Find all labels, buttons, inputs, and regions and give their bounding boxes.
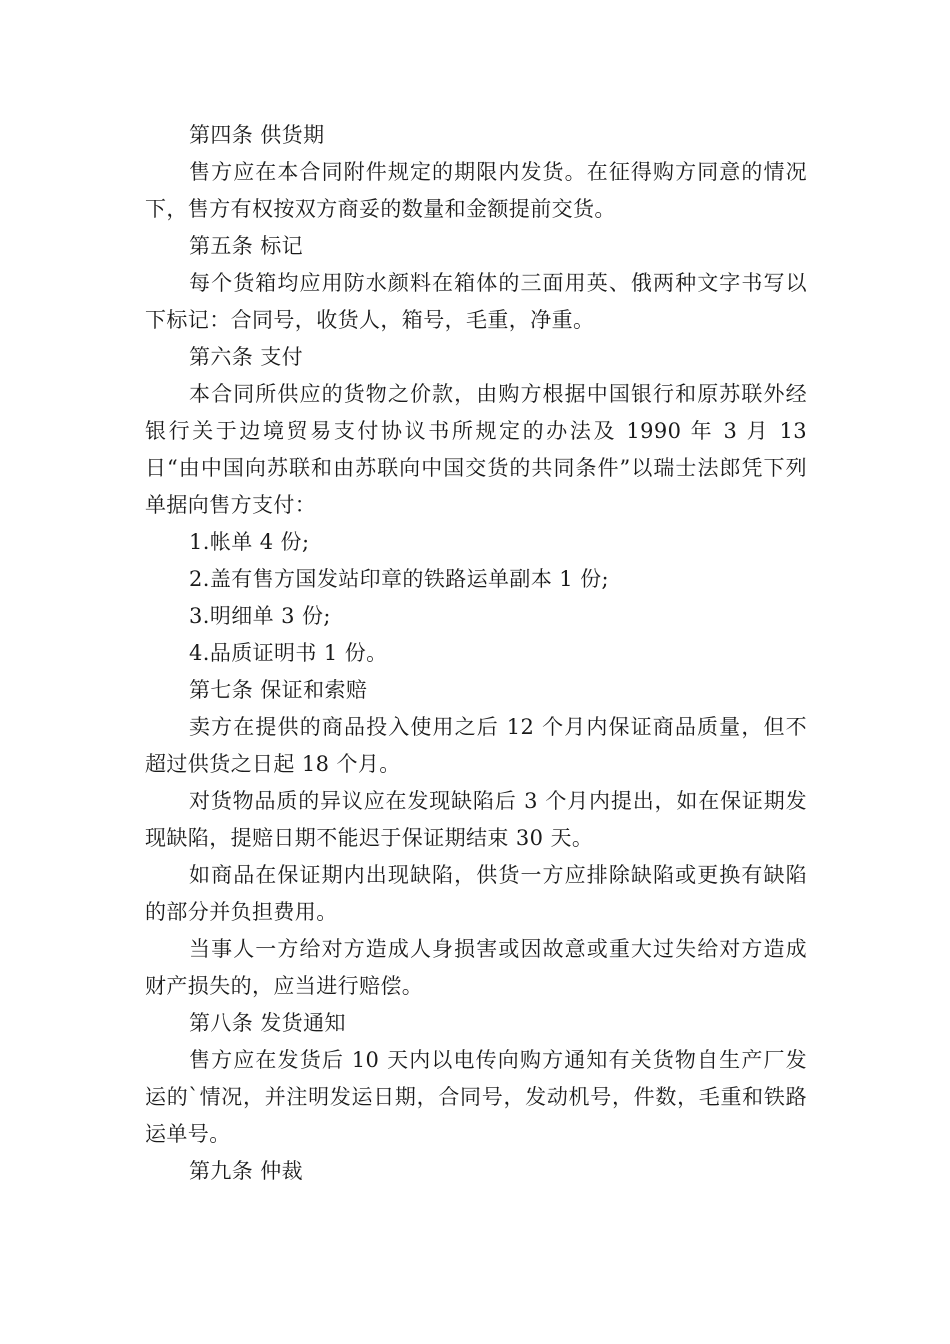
article-7-text-4: 当事人一方给对方造成人身损害或因故意或重大过失给对方造成财产损失的，应当进行赔偿。 bbox=[145, 937, 807, 998]
article-8-heading: 第八条 发货通知 bbox=[189, 1011, 346, 1035]
article-5-heading: 第五条 标记 bbox=[189, 234, 304, 258]
article-5-text: 每个货箱均应用防水颜料在箱体的三面用英、俄两种文字书写以下标记：合同号，收货人，箱号，毛重，净重。 bbox=[145, 271, 807, 332]
document-list-item-1: 1.帐单 4 份; bbox=[189, 530, 310, 554]
document-list-item-2: 2.盖有售方国发站印章的铁路运单副本 1 份; bbox=[189, 567, 610, 591]
document-list-item-4: 4.品质证明书 1 份。 bbox=[189, 641, 388, 665]
document-list-item-3: 3.明细单 3 份; bbox=[189, 604, 331, 628]
document-body bbox=[145, 117, 807, 1190]
article-4-text: 售方应在本合同附件规定的期限内发货。在征得购方同意的情况下，售方有权按双方商妥的数量和金额提前交货。 bbox=[145, 160, 807, 221]
article-7-heading: 第七条 保证和索赔 bbox=[189, 678, 368, 702]
article-7-text-1: 卖方在提供的商品投入使用之后 12 个月内保证商品质量，但不超过供货之日起 18 个月。 bbox=[145, 715, 807, 776]
article-7-text-3: 如商品在保证期内出现缺陷，供货一方应排除缺陷或更换有缺陷的部分并负担费用。 bbox=[145, 863, 807, 924]
article-8-text: 售方应在发货后 10 天内以电传向购方通知有关货物自生产厂发运的`情况，并注明发运日期，合同号，发动机号，件数，毛重和铁路运单号。 bbox=[145, 1048, 807, 1146]
article-6-text: 本合同所供应的货物之价款，由购方根据中国银行和原苏联外经银行关于边境贸易支付协议书所规定的办法及 1990 年 3 月 13 日“由中国向苏联和由苏联向中国交货的共同条件”以瑞士法郎凭下列单据向售方支付： bbox=[145, 382, 807, 517]
article-9-heading: 第九条 仲裁 bbox=[189, 1159, 304, 1183]
article-6-heading: 第六条 支付 bbox=[189, 345, 304, 369]
article-7-text-2: 对货物品质的异议应在发现缺陷后 3 个月内提出，如在保证期发现缺陷，提赔日期不能迟于保证期结束 30 天。 bbox=[145, 789, 807, 850]
article-4-heading: 第四条 供货期 bbox=[189, 123, 325, 147]
